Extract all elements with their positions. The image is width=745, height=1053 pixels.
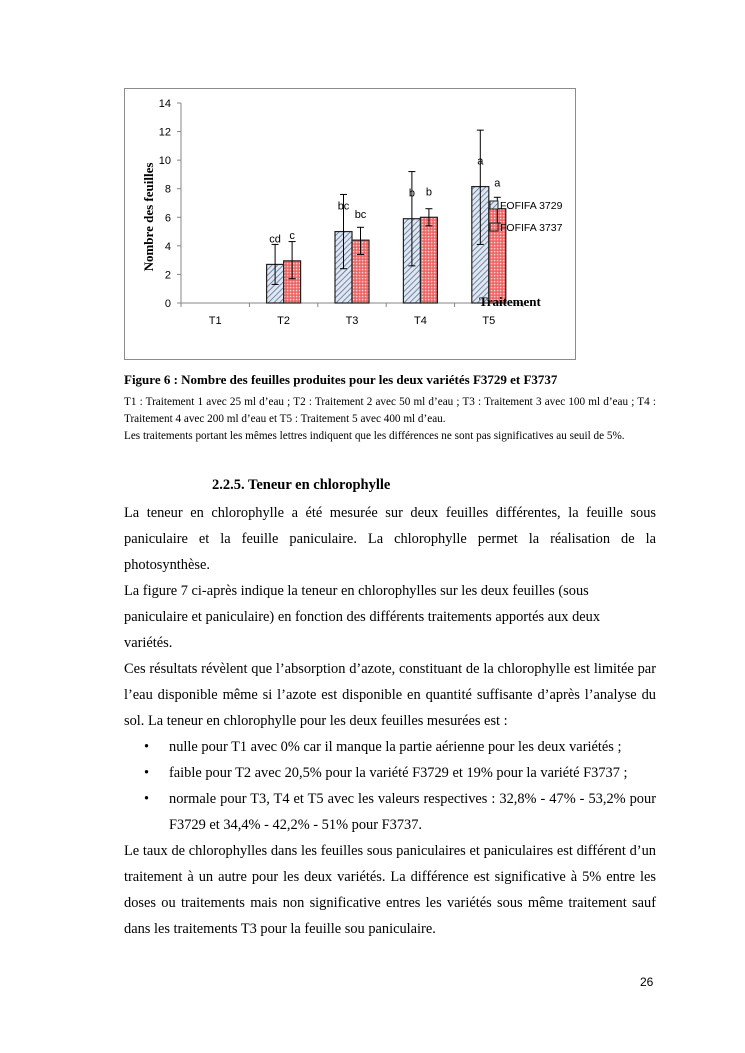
figure-note-significance: Les traitements portant les mêmes lettres indiquent que les différences ne sont pas significatives au seuil de 5%. [124, 430, 625, 442]
significance-letter: b [425, 186, 432, 199]
y-tick-label: 0 [164, 298, 171, 310]
y-tick-label: 10 [158, 155, 171, 168]
bar-chart [125, 89, 577, 361]
y-tick-label: 12 [158, 126, 171, 139]
error-bars [272, 130, 501, 284]
significance-letter: bc [337, 200, 350, 213]
significance-letter: b [408, 187, 415, 200]
paragraph-2-line-1: La figure 7 ci-après indique la teneur en chlorophylles sur les deux feuilles (sous [124, 583, 589, 599]
x-tick-label: T3 [345, 315, 359, 327]
y-tick-label: 6 [164, 212, 171, 225]
bullet-item [124, 734, 656, 760]
chart-frame [124, 88, 576, 360]
paragraph-2 [124, 578, 656, 656]
y-tick-label: 14 [158, 98, 171, 110]
figure-note [124, 394, 656, 445]
figure-note-treatments: T1 : Traitement 1 avec 25 ml d’eau ; T2 : Traitement 2 avec 50 ml d’eau ; T3 : Traitement 3 avec 100 ml d’eau ; T4 : Traitement 4 avec 200 ml d’eau et T5 : Traitement 5 avec 400 ml d’eau. [124, 396, 656, 425]
paragraph-4-text: Le taux de chlorophylles dans les feuilles sous paniculaires et paniculaires est différent d’un traitement à un autre pour les deux variétés. La différence est significative à 5% entre les doses ou traitements mais non significative entres les variétés sous même traitement sauf dans les traitements T3 pour la feuille sou paniculaire. [124, 843, 656, 937]
y-tick-label: 8 [164, 183, 171, 196]
paragraph-3 [124, 656, 656, 734]
page-number: 26 [640, 975, 654, 989]
bullet-icon: • [144, 791, 150, 807]
bullet-text: faible pour T2 avec 20,5% pour la variété F3729 et 19% pour la variété F3737 ; [169, 765, 628, 781]
significance-letter: a [494, 177, 501, 190]
legend-swatch [490, 223, 498, 231]
bullet-item [124, 760, 656, 786]
bullet-text: nulle pour T1 avec 0% car il manque la partie aérienne pour les deux variétés ; [169, 739, 622, 755]
paragraph-1-text: La teneur en chlorophylle a été mesurée sur deux feuilles différentes, la feuille sous paniculaire et la feuille paniculaire. La chlorophylle permet la réalisation de la photosynthèse. [124, 505, 656, 573]
significance-letter: c [289, 229, 295, 242]
bullet-icon: • [144, 765, 150, 781]
x-tick-label: T4 [413, 315, 427, 327]
bullet-icon: • [144, 739, 150, 755]
paragraph-1 [124, 500, 656, 578]
paragraph-2-line-2: paniculaire et paniculaire) en fonction des différents traitements apportés aux deux [124, 609, 601, 625]
y-tick-label: 4 [164, 240, 171, 253]
x-tick-label: T2 [277, 315, 291, 327]
y-axis-label: Nombre des feuilles [141, 162, 156, 272]
paragraph-3-text: Ces résultats révèlent que l’absorption d’azote, constituant de la chlorophylle est limitée par l’eau disponible même si l’azote est disponible en quantité suffisante d’après l’analyse du sol. La teneur en chlorophylle pour les deux feuilles mesurées est : [124, 661, 656, 729]
bullet-list [124, 734, 656, 838]
y-tick-label: 2 [164, 269, 171, 282]
legend-label: FOFIFA 3729 [500, 200, 563, 212]
significance-letter: a [477, 155, 484, 168]
paragraph-2-line-3: variétés. [124, 635, 173, 651]
x-axis-label: Traitement [479, 294, 541, 309]
paragraph-4 [124, 838, 656, 942]
legend-swatch [490, 201, 498, 209]
figure-title: Figure 6 : Nombre des feuilles produites pour les deux variétés F3729 et F3737 [124, 372, 558, 387]
x-tick-label: T1 [208, 315, 222, 327]
significance-letter: cd [269, 233, 281, 246]
bullet-item [124, 786, 656, 838]
bullet-text: normale pour T3, T4 et T5 avec les valeurs respectives : 32,8% - 47% - 53,2% pour F3729 et 34,4% - 42,2% - 51% pour F3737. [169, 791, 656, 833]
significance-letter: bc [354, 209, 367, 222]
section-heading: 2.2.5. Teneur en chlorophylle [212, 477, 391, 493]
bar-fofifa-3737 [420, 217, 437, 303]
x-tick-label: T5 [482, 315, 496, 327]
bars [267, 187, 506, 303]
legend-label: FOFIFA 3737 [500, 222, 563, 234]
